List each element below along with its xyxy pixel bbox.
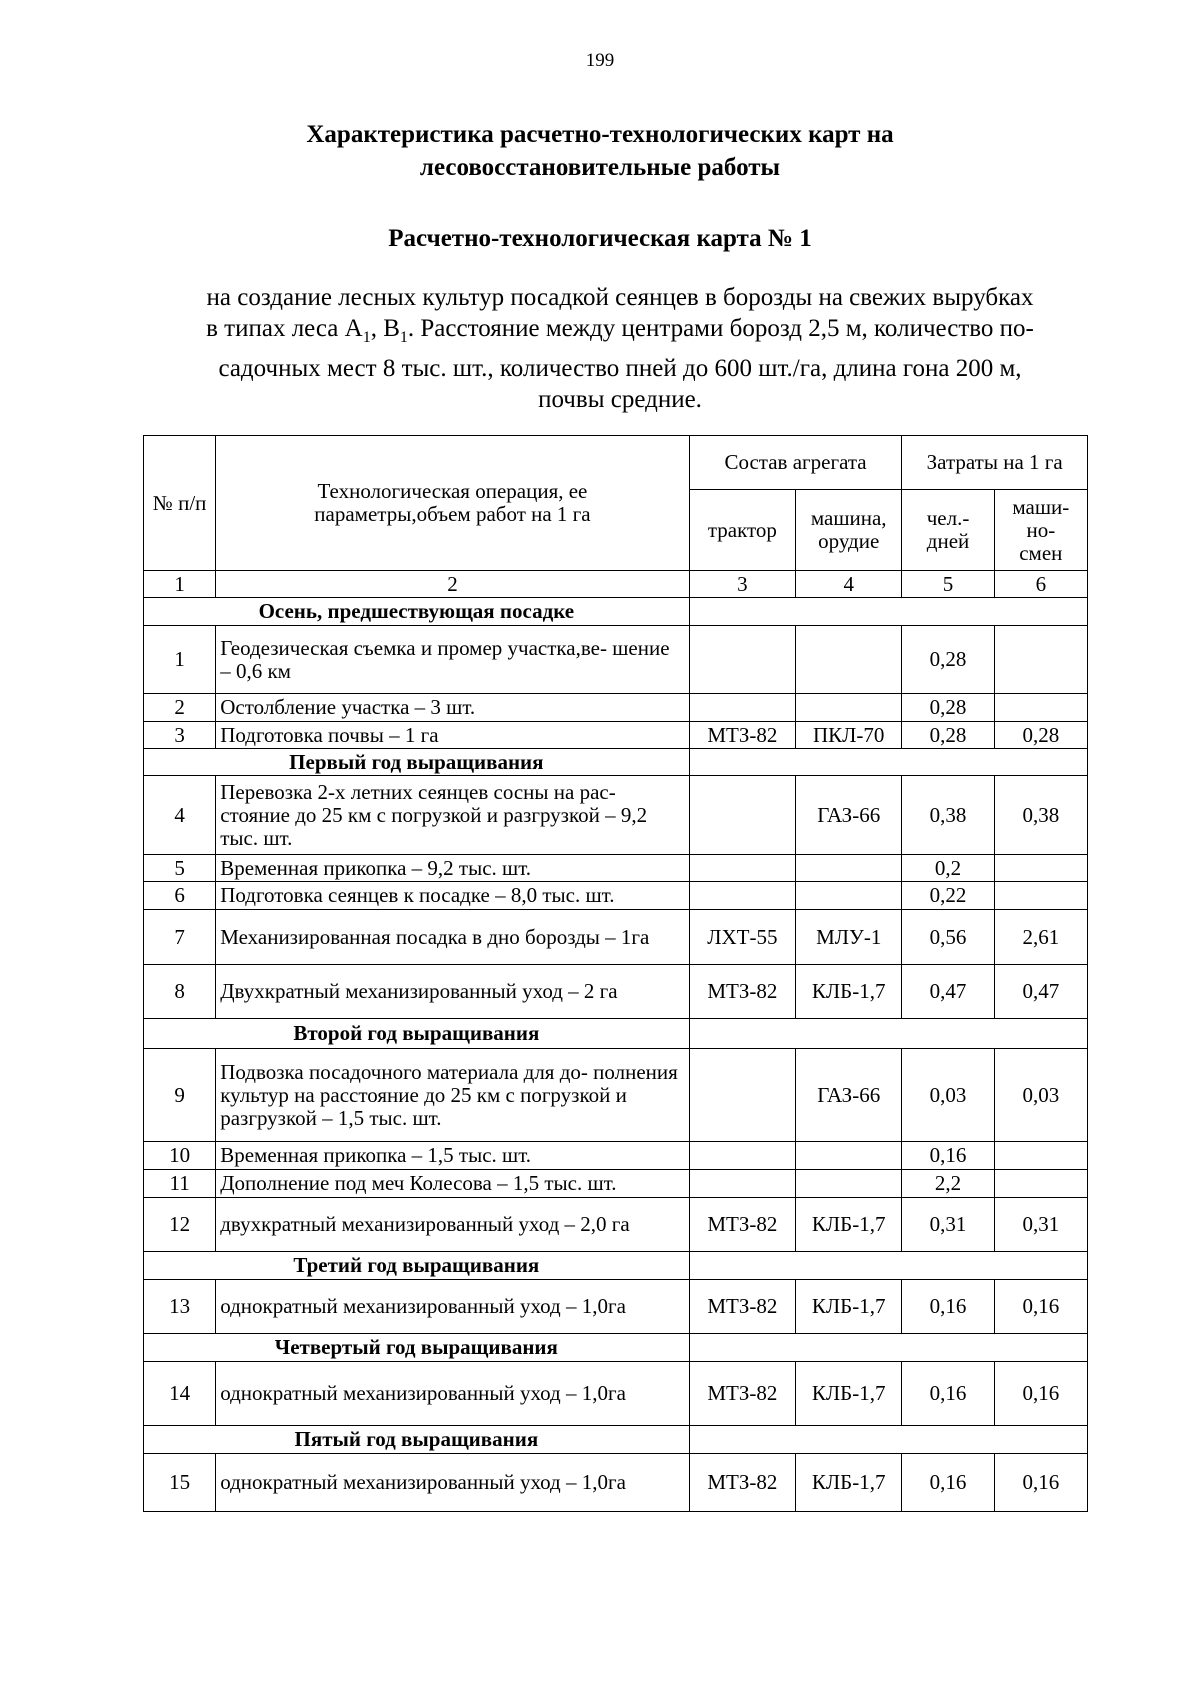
machine-cell: ГАЗ-66 bbox=[796, 776, 902, 855]
tractor-cell: МТЗ-82 bbox=[689, 965, 795, 1019]
row-number: 7 bbox=[144, 910, 216, 965]
tractor-cell: ЛХТ-55 bbox=[689, 910, 795, 965]
page-number: 199 bbox=[585, 50, 615, 71]
operation-cell: Двухкратный механизированный уход – 2 га bbox=[216, 965, 689, 1019]
header-row bbox=[144, 436, 1088, 490]
machine-shifts-cell bbox=[994, 1142, 1087, 1170]
machine-shifts-cell bbox=[994, 1170, 1087, 1198]
row-number: 10 bbox=[144, 1142, 216, 1170]
man-days-cell: 0,16 bbox=[902, 1362, 994, 1426]
section-title: Третий год выращивания bbox=[144, 1252, 690, 1280]
operation-cell: Подвозка посадочного материала для до- полнения культур на расстояние до 25 км с погрузкой и разгрузкой – 1,5 тыс. шт. bbox=[216, 1049, 689, 1142]
intro-line: на создание лесных культур посадкой сеянцев в борозды на свежих вырубках bbox=[206, 284, 1034, 311]
machine-cell bbox=[796, 882, 902, 910]
column-number: 5 bbox=[902, 571, 994, 598]
section-blank bbox=[689, 749, 1087, 776]
row-number: 6 bbox=[144, 882, 216, 910]
operation-cell: Геодезическая съемка и промер участка,ве- шение – 0,6 км bbox=[216, 626, 689, 694]
machine-shifts-cell bbox=[994, 882, 1087, 910]
man-days-cell: 0,22 bbox=[902, 882, 994, 910]
operation-cell: Остолбление участка – 3 шт. bbox=[216, 694, 689, 722]
header-man-days: чел.- дней bbox=[902, 490, 994, 571]
table-row bbox=[144, 1170, 1088, 1198]
machine-shifts-cell bbox=[994, 694, 1087, 722]
machine-shifts-cell: 0,03 bbox=[994, 1049, 1087, 1142]
table-row bbox=[144, 1049, 1088, 1142]
table-row bbox=[144, 722, 1088, 749]
row-number: 11 bbox=[144, 1170, 216, 1198]
machine-cell: ПКЛ-70 bbox=[796, 722, 902, 749]
section-title: Осень, предшествующая посадке bbox=[144, 598, 690, 626]
row-number: 1 bbox=[144, 626, 216, 694]
machine-cell bbox=[796, 694, 902, 722]
man-days-cell: 2,2 bbox=[902, 1170, 994, 1198]
row-number: 3 bbox=[144, 722, 216, 749]
header-unit-composition: Состав агрегата bbox=[689, 436, 902, 490]
intro-line bbox=[140, 313, 1100, 353]
row-number: 15 bbox=[144, 1454, 216, 1512]
intro-line: садочных мест 8 тыс. шт., количество пней до 600 шт./га, длина гона 200 м, bbox=[218, 355, 1022, 382]
man-days-cell: 0,56 bbox=[902, 910, 994, 965]
document-title bbox=[140, 118, 1060, 184]
section-title: Пятый год выращивания bbox=[144, 1426, 690, 1454]
tractor-cell bbox=[689, 1170, 795, 1198]
row-number: 9 bbox=[144, 1049, 216, 1142]
man-days-cell: 0,28 bbox=[902, 626, 994, 694]
table-row bbox=[144, 1280, 1088, 1334]
tractor-cell bbox=[689, 1049, 795, 1142]
table-row bbox=[144, 1198, 1088, 1252]
column-number: 2 bbox=[216, 571, 689, 598]
intro-text: в типах леса А bbox=[206, 315, 363, 342]
operation-cell: Подготовка почвы – 1 га bbox=[216, 722, 689, 749]
header-costs: Затраты на 1 га bbox=[902, 436, 1088, 490]
man-days-cell: 0,2 bbox=[902, 855, 994, 882]
section-blank bbox=[689, 1426, 1087, 1454]
machine-shifts-cell: 0,16 bbox=[994, 1280, 1087, 1334]
man-days-cell: 0,03 bbox=[902, 1049, 994, 1142]
machine-shifts-cell bbox=[994, 626, 1087, 694]
tractor-cell bbox=[689, 626, 795, 694]
table-row bbox=[144, 1454, 1088, 1512]
operations-table bbox=[143, 435, 1088, 1512]
card-description bbox=[140, 282, 1100, 415]
section-row bbox=[144, 1019, 1088, 1049]
section-blank bbox=[689, 1334, 1087, 1362]
section-row bbox=[144, 1334, 1088, 1362]
intro-line: почвы средние. bbox=[538, 386, 702, 413]
table-row bbox=[144, 965, 1088, 1019]
header-machine-shifts: маши- но- смен bbox=[994, 490, 1087, 571]
header-machine: машина, орудие bbox=[796, 490, 902, 571]
machine-cell: МЛУ-1 bbox=[796, 910, 902, 965]
operation-cell: Механизированная посадка в дно борозды – 1га bbox=[216, 910, 689, 965]
operations-table-body bbox=[144, 436, 1088, 1512]
machine-shifts-cell: 2,61 bbox=[994, 910, 1087, 965]
man-days-cell: 0,28 bbox=[902, 694, 994, 722]
section-blank bbox=[689, 598, 1087, 626]
machine-cell bbox=[796, 1142, 902, 1170]
subscript: 1 bbox=[362, 329, 371, 346]
header-num: № п/п bbox=[144, 436, 216, 571]
intro-text: . Расстояние между центрами борозд 2,5 м, количество по- bbox=[407, 315, 1034, 342]
tractor-cell bbox=[689, 694, 795, 722]
machine-cell: КЛБ-1,7 bbox=[796, 1454, 902, 1512]
section-blank bbox=[689, 1252, 1087, 1280]
machine-shifts-cell bbox=[994, 855, 1087, 882]
row-number: 12 bbox=[144, 1198, 216, 1252]
man-days-cell: 0,28 bbox=[902, 722, 994, 749]
man-days-cell: 0,47 bbox=[902, 965, 994, 1019]
column-numbers-row bbox=[144, 571, 1088, 598]
title-line: Характеристика расчетно-технологических карт на bbox=[306, 121, 894, 148]
machine-shifts-cell: 0,28 bbox=[994, 722, 1087, 749]
table-row bbox=[144, 855, 1088, 882]
machine-shifts-cell: 0,16 bbox=[994, 1454, 1087, 1512]
table-row bbox=[144, 626, 1088, 694]
machine-shifts-cell: 0,47 bbox=[994, 965, 1087, 1019]
header-operation: Технологическая операция, ее параметры,объем работ на 1 га bbox=[216, 436, 689, 571]
operation-cell: Временная прикопка – 9,2 тыс. шт. bbox=[216, 855, 689, 882]
table-row bbox=[144, 1142, 1088, 1170]
operation-cell: двухкратный механизированный уход – 2,0 га bbox=[216, 1198, 689, 1252]
operation-cell: однократный механизированный уход – 1,0га bbox=[216, 1454, 689, 1512]
row-number: 13 bbox=[144, 1280, 216, 1334]
machine-cell: КЛБ-1,7 bbox=[796, 1198, 902, 1252]
column-number: 1 bbox=[144, 571, 216, 598]
column-number: 3 bbox=[689, 571, 795, 598]
tractor-cell bbox=[689, 882, 795, 910]
tractor-cell: МТЗ-82 bbox=[689, 1198, 795, 1252]
operation-cell: Подготовка сеянцев к посадке – 8,0 тыс. шт. bbox=[216, 882, 689, 910]
table-row bbox=[144, 1362, 1088, 1426]
section-row bbox=[144, 1426, 1088, 1454]
table-row bbox=[144, 776, 1088, 855]
title-line: лесовосстановительные работы bbox=[419, 154, 781, 181]
man-days-cell: 0,16 bbox=[902, 1280, 994, 1334]
machine-cell: КЛБ-1,7 bbox=[796, 965, 902, 1019]
row-number: 8 bbox=[144, 965, 216, 1019]
man-days-cell: 0,31 bbox=[902, 1198, 994, 1252]
table-row bbox=[144, 882, 1088, 910]
section-row bbox=[144, 1252, 1088, 1280]
operation-cell: однократный механизированный уход – 1,0га bbox=[216, 1362, 689, 1426]
section-blank bbox=[689, 1019, 1087, 1049]
section-title: Первый год выращивания bbox=[144, 749, 690, 776]
section-row bbox=[144, 598, 1088, 626]
man-days-cell: 0,38 bbox=[902, 776, 994, 855]
operation-cell: Перевозка 2-х летних сеянцев сосны на рас- стояние до 25 км с погрузкой и разгрузкой – 9,2 тыс. шт. bbox=[216, 776, 689, 855]
tractor-cell: МТЗ-82 bbox=[689, 1362, 795, 1426]
machine-shifts-cell: 0,16 bbox=[994, 1362, 1087, 1426]
table-row bbox=[144, 694, 1088, 722]
machine-shifts-cell: 0,31 bbox=[994, 1198, 1087, 1252]
row-number: 4 bbox=[144, 776, 216, 855]
column-number: 4 bbox=[796, 571, 902, 598]
table-row bbox=[144, 910, 1088, 965]
machine-cell: ГАЗ-66 bbox=[796, 1049, 902, 1142]
column-number: 6 bbox=[994, 571, 1087, 598]
machine-cell: КЛБ-1,7 bbox=[796, 1362, 902, 1426]
operation-cell: Дополнение под меч Колесова – 1,5 тыс. шт. bbox=[216, 1170, 689, 1198]
row-number: 5 bbox=[144, 855, 216, 882]
tractor-cell: МТЗ-82 bbox=[689, 1454, 795, 1512]
tractor-cell bbox=[689, 855, 795, 882]
tractor-cell: МТЗ-82 bbox=[689, 722, 795, 749]
tractor-cell: МТЗ-82 bbox=[689, 1280, 795, 1334]
section-title: Второй год выращивания bbox=[144, 1019, 690, 1049]
section-title: Четвертый год выращивания bbox=[144, 1334, 690, 1362]
tractor-cell bbox=[689, 776, 795, 855]
row-number: 14 bbox=[144, 1362, 216, 1426]
machine-cell bbox=[796, 626, 902, 694]
man-days-cell: 0,16 bbox=[902, 1142, 994, 1170]
machine-shifts-cell: 0,38 bbox=[994, 776, 1087, 855]
operation-cell: Временная прикопка – 1,5 тыс. шт. bbox=[216, 1142, 689, 1170]
man-days-cell: 0,16 bbox=[902, 1454, 994, 1512]
machine-cell bbox=[796, 855, 902, 882]
section-row bbox=[144, 749, 1088, 776]
machine-cell: КЛБ-1,7 bbox=[796, 1280, 902, 1334]
tractor-cell bbox=[689, 1142, 795, 1170]
machine-cell bbox=[796, 1170, 902, 1198]
subscript: 1 bbox=[399, 329, 408, 346]
operation-cell: однократный механизированный уход – 1,0га bbox=[216, 1280, 689, 1334]
intro-text: , В bbox=[370, 315, 400, 342]
card-title: Расчетно-технологическая карта № 1 bbox=[388, 225, 812, 252]
row-number: 2 bbox=[144, 694, 216, 722]
header-tractor: трактор bbox=[689, 490, 795, 571]
